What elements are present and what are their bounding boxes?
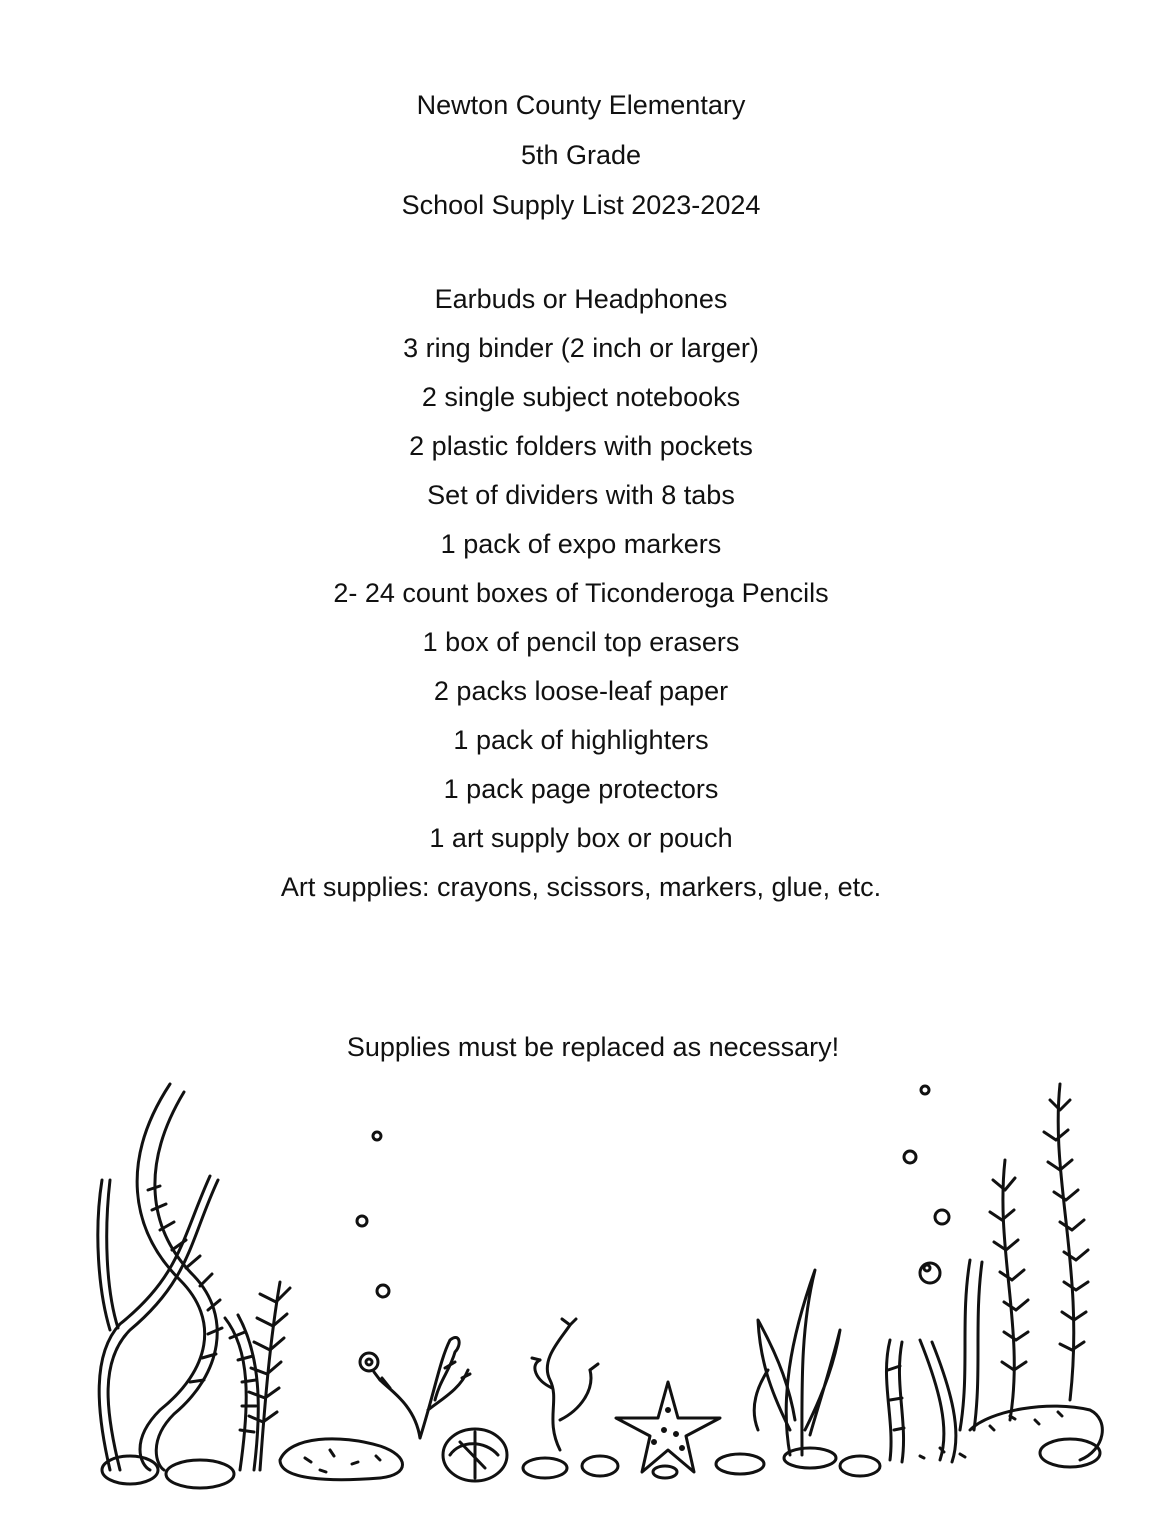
list-item: 3 ring binder (2 inch or larger) <box>403 333 759 363</box>
list-item: Art supplies: crayons, scissors, markers, glue, etc. <box>280 872 882 902</box>
striped-kelp-right-icon <box>886 1260 982 1462</box>
grade-level: 5th Grade <box>520 140 642 170</box>
list-item: 2 plastic folders with pockets <box>409 431 753 461</box>
list-item: 1 pack of expo markers <box>440 529 722 559</box>
list-item: Set of dividers with 8 tabs <box>427 480 735 510</box>
school-name: Newton County Elementary <box>416 90 746 120</box>
list-item: Earbuds or Headphones <box>434 284 728 314</box>
starfish-icon <box>616 1382 720 1472</box>
list-item: 1 art supply box or pouch <box>429 823 733 853</box>
list-item: 2 packs loose-leaf paper <box>433 676 729 706</box>
kelp-left-icon <box>98 1084 222 1470</box>
list-item: 1 pack of highlighters <box>453 725 709 755</box>
footer-note: Supplies must be replaced as necessary! <box>346 1032 840 1062</box>
list-item: 1 pack page protectors <box>443 774 719 804</box>
leafy-seaweed-icon <box>754 1270 840 1455</box>
list-item: 1 box of pencil top erasers <box>422 627 740 657</box>
seaweed-illustration <box>90 1070 1120 1500</box>
supply-list <box>0 275 1162 912</box>
fern-plant-icon <box>990 1084 1088 1420</box>
list-item: 2 single subject notebooks <box>421 382 741 412</box>
document-header <box>0 80 1162 230</box>
bubbles-icon <box>357 1086 949 1371</box>
document-title: School Supply List 2023-2024 <box>401 190 761 220</box>
list-item: 2- 24 count boxes of Ticonderoga Pencils <box>333 578 829 608</box>
